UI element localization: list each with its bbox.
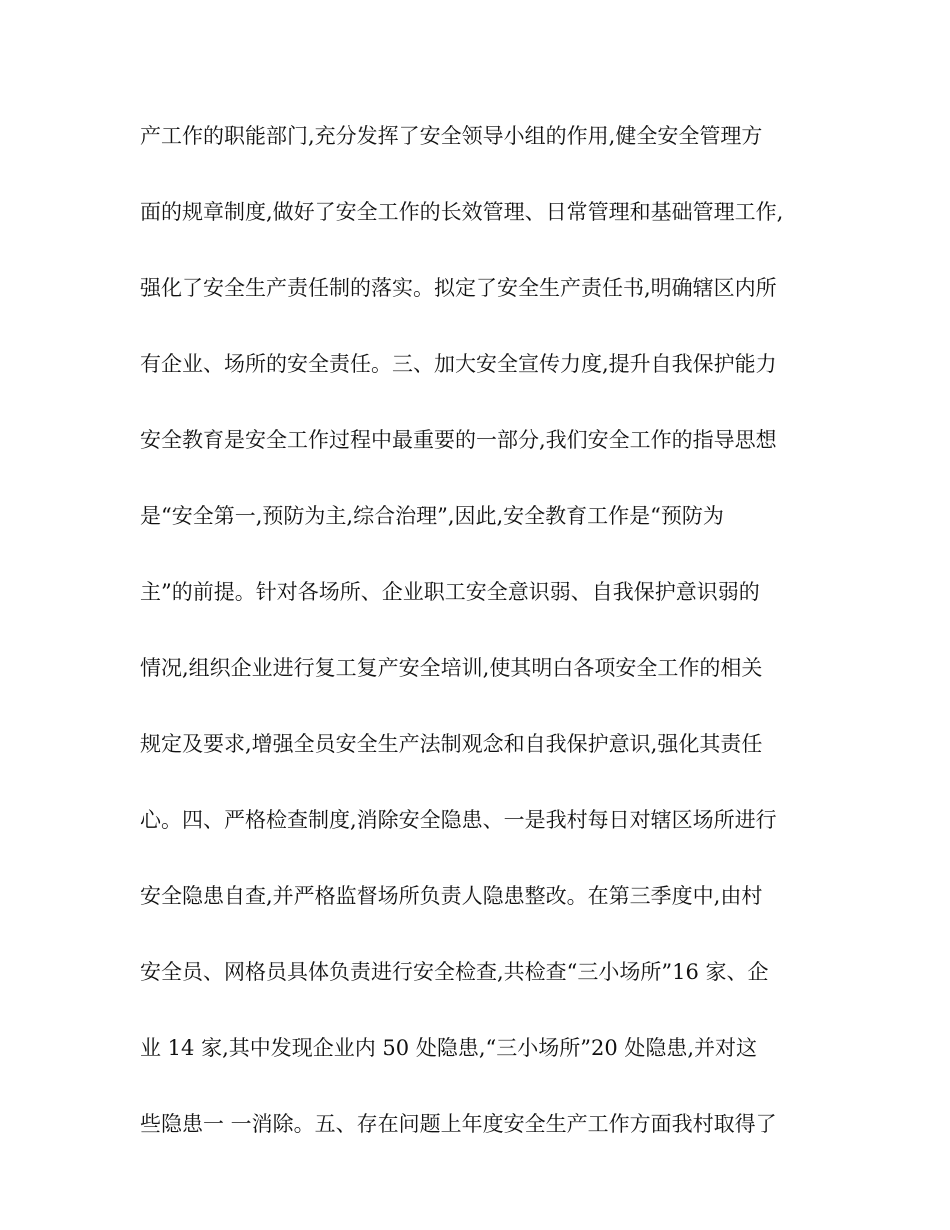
- text-line: 情况,组织企业进行复工复产安全培训,使其明白各项安全工作的相关: [140, 656, 763, 680]
- text-line: 面的规章制度,做好了安全工作的长效管理、日常管理和基础管理工作,: [140, 200, 784, 224]
- text-line: 安全员、网格员具体负责进行安全检查,共检查“三小场所”16 家、企: [140, 960, 769, 984]
- text-line: 业 14 家,其中发现企业内 50 处隐患,“三小场所”20 处隐患,并对这: [140, 1036, 758, 1060]
- text-line: 是“安全第一,预防为主,综合治理”,因此,安全教育工作是“预防为: [140, 504, 724, 528]
- text-line: 有企业、场所的安全责任。三、加大安全宣传力度,提升自我保护能力: [140, 352, 777, 376]
- body-text: [140, 118, 820, 1182]
- text-line: 心。四、严格检查制度,消除安全隐患、一是我村每日对辖区场所进行: [140, 808, 777, 832]
- text-line: 安全教育是安全工作过程中最重要的一部分,我们安全工作的指导思想: [140, 428, 777, 452]
- text-line: 规定及要求,增强全员安全生产法制观念和自我保护意识,强化其责任: [140, 732, 763, 756]
- text-line: 些隐患一 一消除。五、存在问题上年度安全生产工作方面我村取得了: [140, 1112, 777, 1136]
- text-line: 产工作的职能部门,充分发挥了安全领导小组的作用,健全安全管理方: [140, 124, 763, 148]
- text-line: 安全隐患自查,并严格监督场所负责人隐患整改。在第三季度中,由村: [140, 884, 763, 908]
- text-line: 强化了安全生产责任制的落实。拟定了安全生产责任书,明确辖区内所: [140, 276, 777, 300]
- text-line: 主”的前提。针对各场所、企业职工安全意识弱、自我保护意识弱的: [140, 580, 760, 604]
